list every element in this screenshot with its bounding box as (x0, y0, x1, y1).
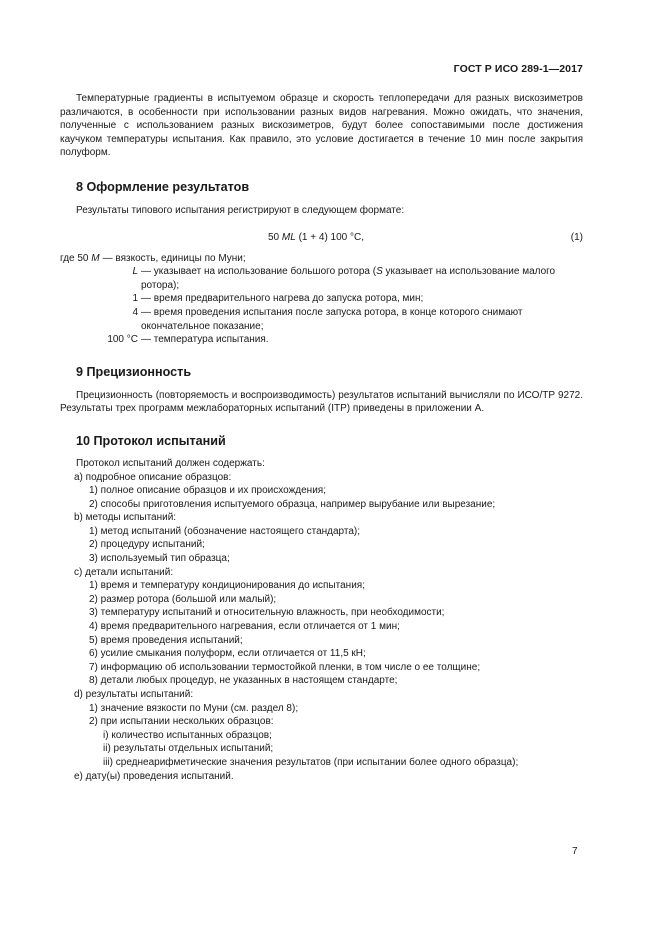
formula-expression (268, 231, 364, 245)
where-symbol-italic: L (132, 266, 138, 278)
where-list (60, 252, 583, 347)
where-text-a: — указывает на использование большого ротора ( (141, 266, 377, 278)
where-description: — время проведения испытания после запуска ротора, в конце которого снимают окончательное показание; (141, 306, 523, 332)
formula-prefix: 50 (268, 231, 282, 243)
protocol-item: iii) среднеарифметические значения результатов (при испытании более одного образца); (103, 756, 519, 768)
section-8-title: 8 Оформление результатов (76, 179, 250, 194)
formula-number: (1) (570, 231, 583, 243)
protocol-item: 1) полное описание образцов и их происхождения; (89, 485, 326, 497)
where-row (60, 292, 583, 306)
where-description: — время предварительного нагрева до запуска ротора, мин; (141, 293, 424, 305)
protocol-item: a) подробное описание образцов: (74, 471, 232, 483)
where-text-b: указывает на использование малого ротора); (141, 266, 556, 291)
section-9-title: 9 Прецизионность (76, 364, 192, 379)
where-description: — вязкость, единицы по Муни; (102, 252, 246, 264)
protocol-item: 3) используемый тип образца; (89, 553, 230, 565)
formula-1 (60, 231, 583, 245)
where-row (60, 306, 583, 333)
formula-suffix: (1 + 4) 100 °С, (295, 231, 365, 243)
where-symbol-prefix: где 50 (60, 252, 92, 264)
protocol-item: ii) результаты отдельных испытаний; (103, 743, 274, 755)
where-text-italic: S (376, 266, 383, 278)
page-content (60, 92, 583, 783)
where-symbol (60, 265, 138, 292)
page-number: 7 (572, 846, 578, 857)
protocol-item: 8) детали любых процедур, не указанных в настоящем стандарте; (89, 675, 398, 687)
where-symbol: 1 (132, 293, 138, 305)
protocol-item: 1) метод испытаний (обозначение настоящего стандарта); (89, 525, 361, 537)
protocol-item: b) методы испытаний: (74, 512, 177, 524)
protocol-item: d) результаты испытаний: (74, 689, 194, 700)
where-row (60, 265, 583, 292)
protocol-item: e) дату(ы) проведения испытаний. (74, 770, 234, 782)
standard-header: ГОСТ Р ИСО 289-1—2017 (453, 63, 583, 75)
protocol-item: 7) информацию об использовании термостойкой пленки, в том числе о ее толщине; (89, 661, 481, 673)
formula-italic: ML (281, 231, 296, 243)
where-row (60, 252, 583, 266)
protocol-item: 2) процедуру испытаний; (89, 539, 205, 551)
protocol-item: 1) значение вязкости по Муни (см. раздел 8); (89, 702, 299, 714)
where-description (138, 265, 583, 292)
section-10-lead: Протокол испытаний должен содержать: (76, 457, 265, 469)
where-symbol: 100 °С (107, 334, 138, 346)
intro-paragraph: Температурные градиенты в испытуемом образце и скорость теплопередачи для разных вискозиметров различаются, в особенности при использовании разных видов нагревания. Можно ожидать, что значения, полученные с использованием разных вискозиметров, будут более сопоставимыми после достижения каучуком температуры испытания. Как правило, это условие достигается в течение 10 мин после закрытия полуформ. (60, 93, 583, 159)
protocol-item: 3) температуру испытаний и относительную влажность, при необходимости; (89, 607, 445, 619)
protocol-item: 2) способы приготовления испытуемого образца, например вырубание или вырезание; (89, 498, 496, 510)
protocol-list (60, 471, 583, 784)
protocol-item: 2) при испытании нескольких образцов: (89, 716, 274, 728)
section-8-lead: Результаты типового испытания регистрируют в следующем формате: (76, 204, 405, 216)
where-symbol-italic: M (91, 252, 100, 264)
protocol-item: 4) время предварительного нагревания, если отличается от 1 мин; (89, 621, 400, 633)
section-10-title: 10 Протокол испытаний (76, 433, 226, 448)
where-symbol: 4 (132, 306, 138, 318)
protocol-item: 5) время проведения испытаний; (89, 634, 243, 646)
protocol-item: c) детали испытаний: (74, 566, 174, 578)
where-symbol (60, 252, 100, 266)
protocol-item: 2) размер ротора (большой или малый); (89, 593, 277, 605)
protocol-item: 6) усилие смыкания полуформ, если отличается от 11,5 кН; (89, 648, 366, 660)
section-9-paragraph: Прецизионность (повторяемость и воспроизводимость) результатов испытаний вычисляли по ИСО/ТР 9272. Результаты трех программ межлабораторных испытаний (ITP) приведены в приложении А. (60, 389, 583, 415)
protocol-item: 1) время и температуру кондиционирования до испытания; (89, 580, 365, 592)
protocol-item: i) количество испытанных образцов; (103, 729, 272, 741)
where-row (60, 333, 583, 347)
where-description: — температура испытания. (141, 334, 269, 346)
